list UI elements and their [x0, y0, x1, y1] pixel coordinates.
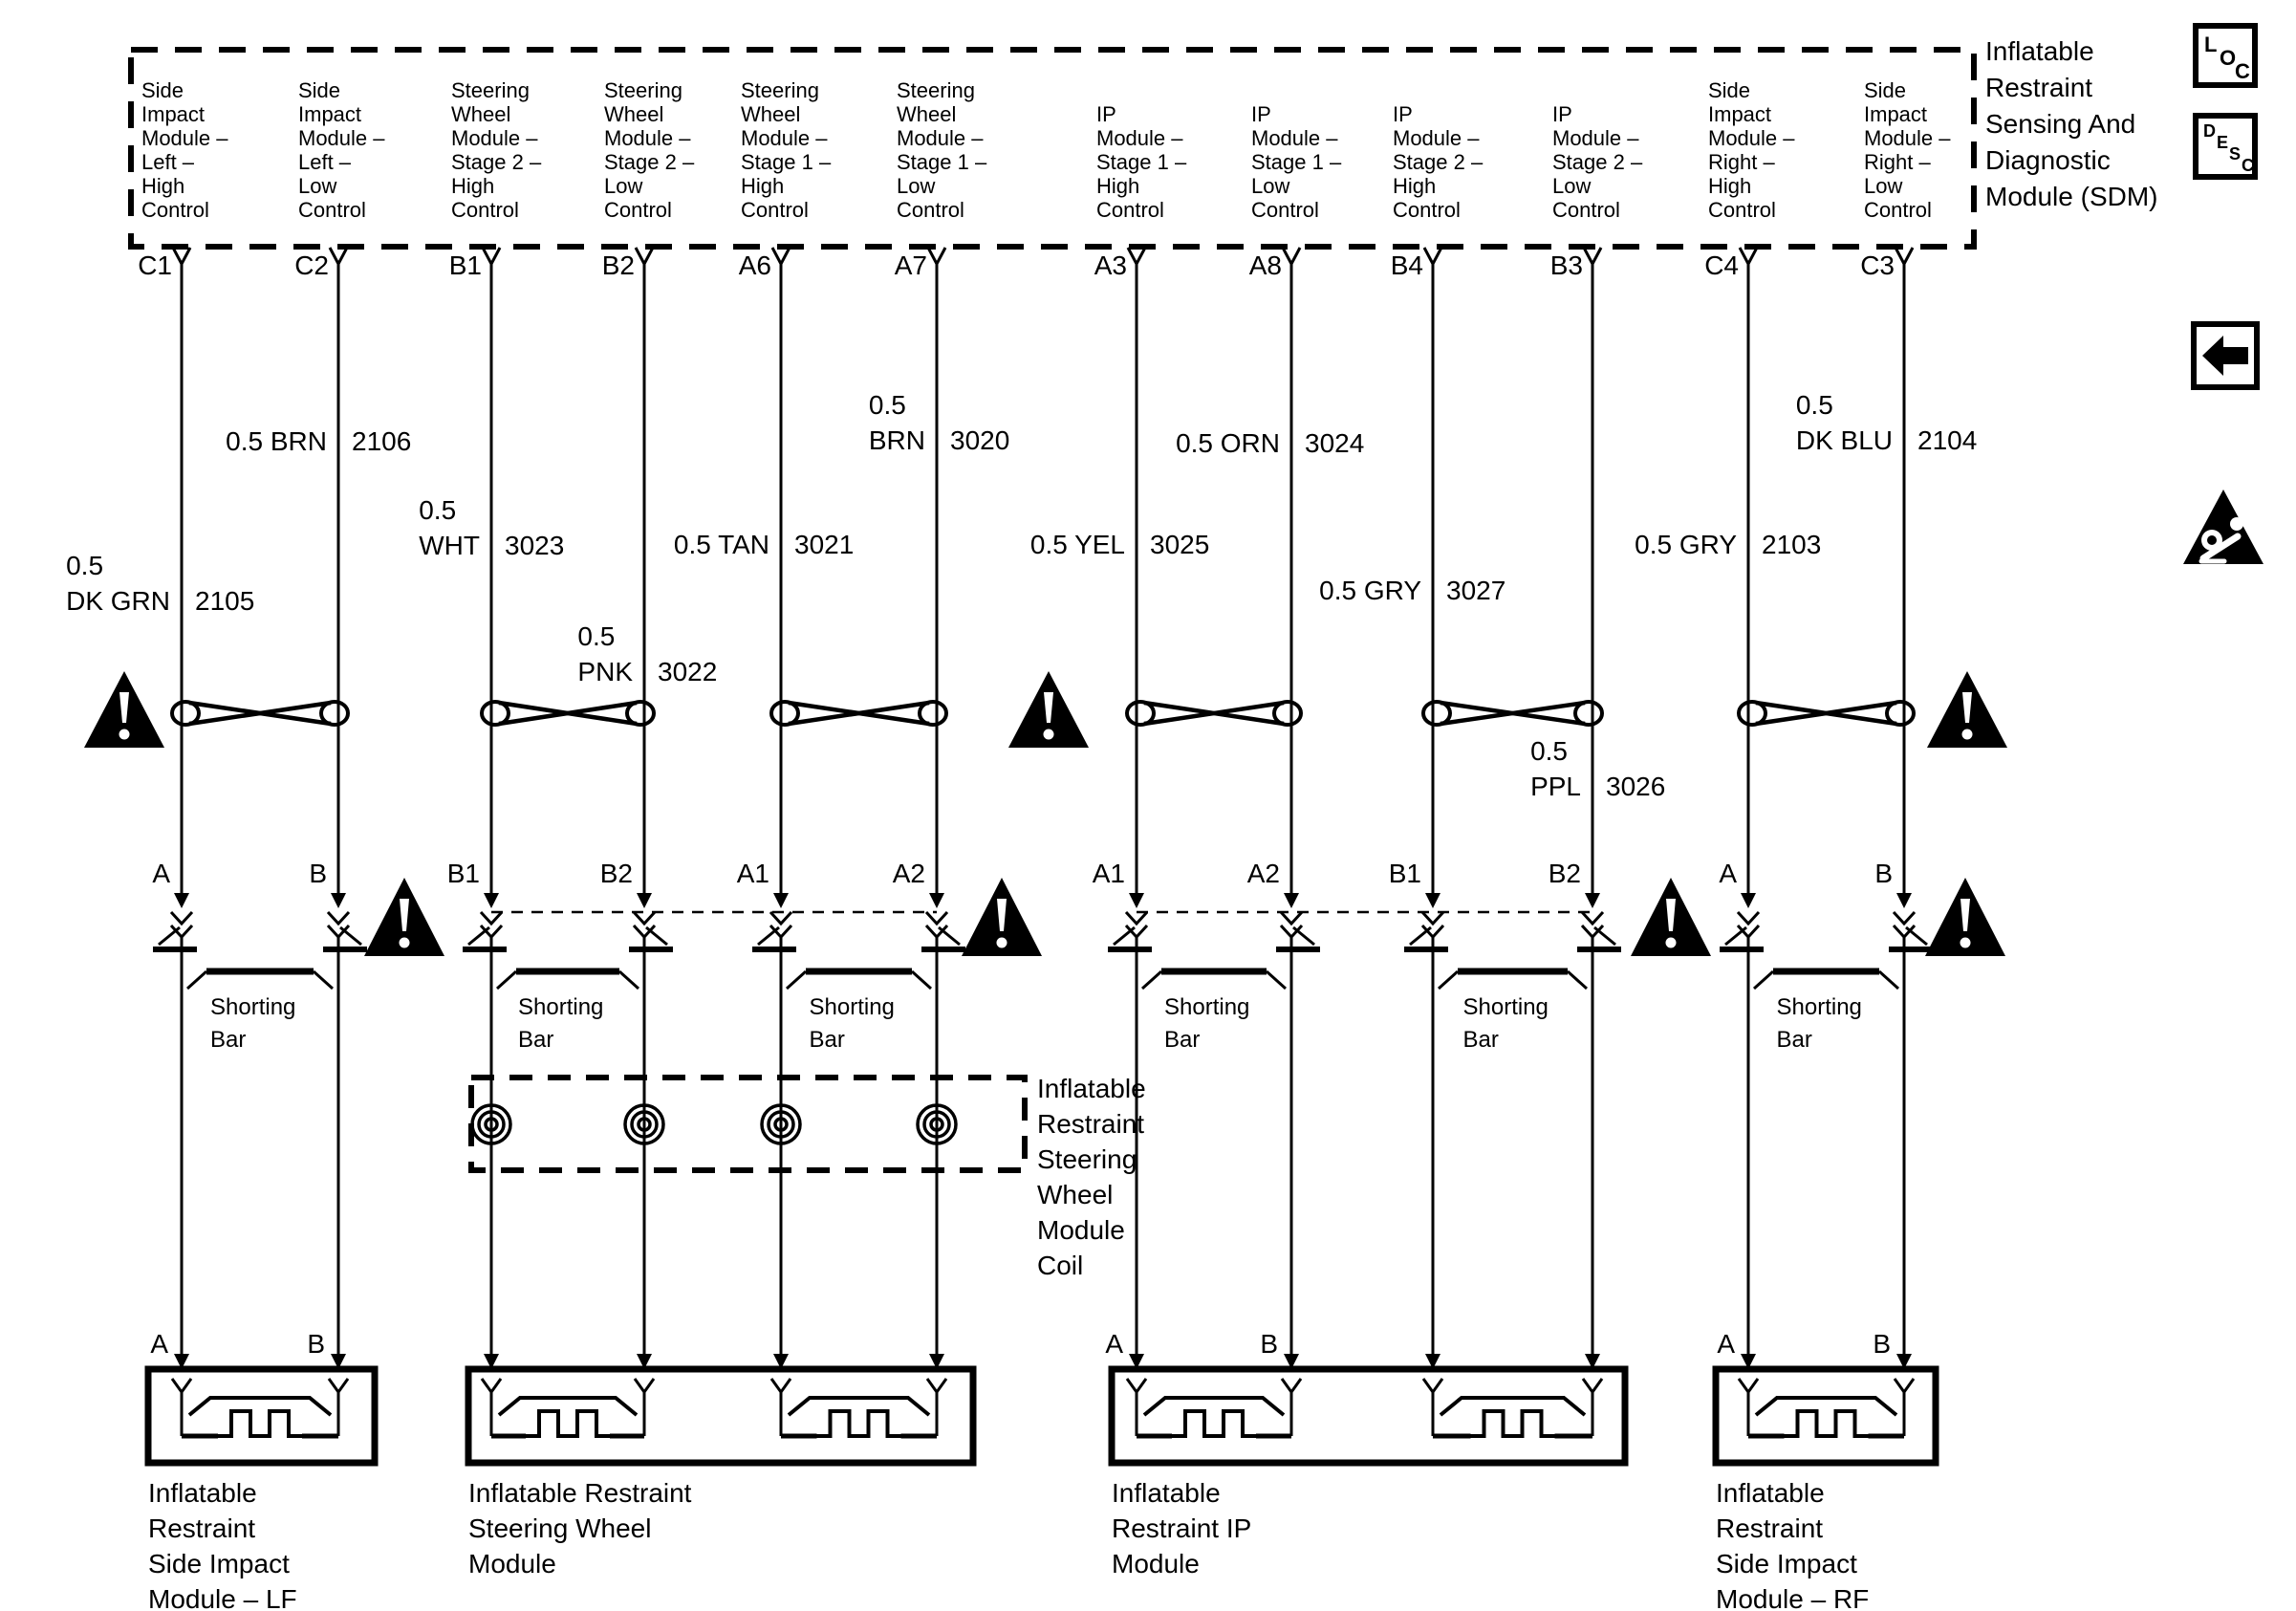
wire-C1	[171, 248, 192, 1369]
module-pin-label: A	[1105, 1329, 1123, 1359]
sdm-column-label: Module –	[451, 126, 538, 150]
inline-pin-label: B2	[599, 859, 633, 888]
shorting-bar-symbol	[752, 927, 965, 989]
squib-symbol	[172, 1379, 348, 1436]
squib-symbol	[1739, 1379, 1914, 1436]
module-box	[1112, 1369, 1625, 1463]
caution-triangle-icon	[1008, 671, 1089, 748]
sdm-column-label: IP	[1096, 102, 1116, 126]
sdm-pin-label: B2	[601, 250, 635, 280]
sdm-column-label: Control	[1708, 198, 1776, 222]
wire-color-label: 0.5 YEL	[1029, 530, 1125, 559]
sdm-column-label: Side	[1864, 78, 1907, 102]
sdm-column-label: Side	[298, 78, 341, 102]
sdm-column-label: Stage 2 –	[1393, 150, 1484, 174]
sdm-column-label: Control	[1552, 198, 1620, 222]
sdm-column-label: Steering	[897, 78, 975, 102]
sdm-column-label: Module –	[897, 126, 984, 150]
squib-symbol	[482, 1379, 654, 1436]
twisted-pair-symbol	[771, 702, 946, 725]
circuit-number-label: 3024	[1305, 428, 1365, 458]
shorting-bar-label: Shorting	[809, 994, 895, 1020]
wire-B3	[1582, 248, 1603, 1369]
sdm-column-label: Module –	[1708, 126, 1795, 150]
sdm-column-label: Low	[1552, 174, 1592, 198]
inline-pin-label: A1	[736, 859, 769, 888]
circuit-number-label: 2105	[195, 586, 255, 616]
shorting-bar-symbol	[153, 927, 367, 989]
sdm-column-label: Module –	[1251, 126, 1338, 150]
sdm-column-label: Steering	[741, 78, 819, 102]
circuit-number-label: 3026	[1606, 772, 1666, 801]
sdm-pin-label: A8	[1248, 250, 1282, 280]
sdm-column-label: Control	[741, 198, 809, 222]
shorting-bar-symbol	[1404, 927, 1621, 989]
sdm-pin-label: B3	[1549, 250, 1583, 280]
inline-pin-label: B1	[446, 859, 480, 888]
sdm-column-label: Low	[897, 174, 936, 198]
loc-letter: L	[2204, 33, 2218, 56]
wire-C3	[1894, 248, 1915, 1369]
sdm-column-label: Control	[604, 198, 672, 222]
coil-label-line: Module	[1037, 1215, 1125, 1245]
sdm-column-label: Module –	[1096, 126, 1183, 150]
wire-A6	[770, 248, 791, 1369]
sdm-pin-label: B4	[1390, 250, 1423, 280]
wire-color-label: PPL	[1530, 772, 1581, 801]
module-label-line: Inflatable	[1716, 1478, 1825, 1508]
circuit-number-label: 2106	[352, 426, 412, 456]
sdm-column-label: Low	[1864, 174, 1903, 198]
wire-color-label: WHT	[419, 531, 480, 560]
coil-label-line: Restraint	[1037, 1109, 1145, 1139]
wire-C2	[328, 248, 349, 1369]
coil-label-line: Steering	[1037, 1144, 1137, 1174]
sdm-column-label: IP	[1393, 102, 1413, 126]
wire-color-label: 0.5 GRY	[1319, 576, 1421, 605]
sdm-dashed-box	[131, 50, 1974, 247]
shorting-bar-label: Shorting	[1164, 994, 1250, 1020]
wire-size-label: 0.5	[868, 390, 906, 420]
sdm-column-label: Stage 2 –	[604, 150, 695, 174]
caution-triangle-icon	[364, 878, 444, 956]
module-label-line: Restraint	[148, 1513, 256, 1543]
twisted-pair-symbol	[482, 702, 654, 725]
sdm-column-label: Module –	[741, 126, 828, 150]
circuit-number-label: 3022	[658, 657, 718, 686]
inline-pin-label: A	[152, 859, 170, 888]
shorting-bar-label: Shorting	[518, 994, 604, 1020]
shorting-bar-symbol	[1720, 927, 1933, 989]
shorting-bar-label: Bar	[1164, 1027, 1201, 1053]
sdm-title-line: Restraint	[1985, 73, 2093, 102]
shorting-bar-label: Bar	[210, 1027, 247, 1053]
squib-symbol	[1423, 1379, 1602, 1436]
circuit-number-label: 2104	[1917, 425, 1978, 455]
wire-color-label: 0.5 BRN	[226, 426, 327, 456]
sdm-column-label: Wheel	[451, 102, 511, 126]
sdm-column-label: Right –	[1864, 150, 1931, 174]
sdm-title-line: Module (SDM)	[1985, 182, 2158, 211]
sdm-column-label: Control	[1096, 198, 1164, 222]
sdm-column-label: Module –	[604, 126, 691, 150]
desc-letter: C	[2242, 156, 2254, 175]
module-pin-label: B	[1260, 1329, 1278, 1359]
sdm-column-label: Control	[451, 198, 519, 222]
wire-size-label: 0.5	[1795, 390, 1833, 420]
wire-A7	[926, 248, 947, 1369]
twisted-pair-symbol	[1423, 702, 1602, 725]
sdm-column-label: Module –	[141, 126, 228, 150]
module-label-line: Inflatable	[1112, 1478, 1221, 1508]
module-label-line: Inflatable Restraint	[468, 1478, 692, 1508]
wire-size-label: 0.5	[419, 495, 457, 525]
module-label-line: Module	[1112, 1549, 1200, 1578]
circuit-number-label: 3021	[794, 530, 855, 559]
wire-color-label: PNK	[577, 657, 633, 686]
sdm-column-label: Right –	[1708, 150, 1775, 174]
sdm-column-label: Low	[604, 174, 643, 198]
left-arrow-icon	[2197, 327, 2254, 384]
sdm-column-label: Side	[141, 78, 184, 102]
caution-triangle-icon	[1925, 878, 2005, 956]
sdm-column-label: High	[451, 174, 495, 198]
sdm-column-label: Stage 2 –	[1552, 150, 1643, 174]
sdm-column-label: Module –	[1393, 126, 1480, 150]
sdm-column-label: Wheel	[604, 102, 664, 126]
wire-size-label: 0.5	[577, 621, 616, 651]
sdm-pin-label: A7	[894, 250, 927, 280]
module-label-line: Inflatable	[148, 1478, 257, 1508]
module-pin-label: A	[1717, 1329, 1735, 1359]
wire-color-label: DK GRN	[66, 586, 170, 616]
sdm-column-label: Module –	[298, 126, 385, 150]
circuit-number-label: 3023	[505, 531, 565, 560]
sdm-column-label: Stage 2 –	[451, 150, 542, 174]
module-label-line: Module – LF	[148, 1584, 297, 1611]
twisted-pair-symbol	[1739, 702, 1914, 725]
sdm-column-label: Control	[298, 198, 366, 222]
inline-pin-label: A	[1719, 859, 1737, 888]
sdm-column-label: Low	[1251, 174, 1290, 198]
sdm-column-label: Impact	[298, 102, 362, 126]
shorting-bar-symbol	[463, 927, 673, 989]
wire-color-label: 0.5 GRY	[1635, 530, 1737, 559]
wire-color-label: BRN	[868, 425, 925, 455]
sdm-column-label: Stage 1 –	[1096, 150, 1187, 174]
sir-caution-icon	[2182, 488, 2264, 570]
loc-letter: C	[2235, 59, 2250, 83]
shorting-bar-label: Shorting	[1462, 994, 1549, 1020]
sdm-column-label: Module –	[1864, 126, 1951, 150]
sdm-column-label: Wheel	[741, 102, 801, 126]
wire-size-label: 0.5	[1530, 736, 1568, 766]
sdm-column-label: Control	[1393, 198, 1461, 222]
module-label-line: Restraint IP	[1112, 1513, 1252, 1543]
wire-B4	[1422, 248, 1443, 1369]
inline-pin-label: B2	[1548, 859, 1581, 888]
caution-triangle-icon	[962, 878, 1042, 956]
sdm-column-label: Stage 1 –	[897, 150, 987, 174]
coil-label-line: Inflatable	[1037, 1074, 1146, 1103]
circuit-number-label: 3020	[950, 425, 1010, 455]
desc-letter: D	[2203, 121, 2216, 141]
caution-triangle-icon	[1631, 878, 1711, 956]
sdm-column-label: Left –	[298, 150, 352, 174]
sdm-column-label: Wheel	[897, 102, 957, 126]
desc-letter: E	[2217, 133, 2229, 152]
module-label-line: Side Impact	[148, 1549, 290, 1578]
inline-pin-label: B	[1874, 859, 1893, 888]
sdm-column-label: High	[141, 174, 185, 198]
sdm-pin-label: C4	[1704, 250, 1739, 280]
sdm-column-label: Side	[1708, 78, 1751, 102]
inline-pin-label: A2	[892, 859, 925, 888]
sdm-column-label: Steering	[604, 78, 682, 102]
coil-label-line: Coil	[1037, 1251, 1084, 1280]
shorting-bar-label: Shorting	[210, 994, 296, 1020]
module-box	[468, 1369, 973, 1463]
sdm-column-label: High	[1096, 174, 1140, 198]
shorting-bar-symbol	[1108, 927, 1320, 989]
sdm-title-line: Inflatable	[1985, 36, 2094, 66]
wire-color-label: DK BLU	[1795, 425, 1893, 455]
module-pin-label: B	[1873, 1329, 1891, 1359]
inline-pin-label: A1	[1092, 859, 1125, 888]
twisted-pair-symbol	[1127, 702, 1301, 725]
sdm-title-line: Diagnostic	[1985, 145, 2111, 175]
sdm-column-label: IP	[1251, 102, 1271, 126]
sdm-pin-label: A6	[738, 250, 771, 280]
module-label-line: Module – RF	[1716, 1584, 1870, 1611]
wire-color-label: 0.5 TAN	[673, 530, 769, 559]
wire-A8	[1281, 248, 1302, 1369]
circuit-number-label: 3027	[1446, 576, 1506, 605]
sdm-column-label: Low	[298, 174, 337, 198]
sdm-pin-label: C1	[138, 250, 172, 280]
sdm-pin-label: B1	[448, 250, 482, 280]
inline-pin-label: B	[309, 859, 327, 888]
circuit-number-label: 3025	[1150, 530, 1210, 559]
wire-C4	[1738, 248, 1759, 1369]
inline-pin-label: A2	[1246, 859, 1280, 888]
sdm-column-label: Impact	[1864, 102, 1928, 126]
squib-symbol	[771, 1379, 946, 1436]
sdm-column-label: Impact	[1708, 102, 1772, 126]
sdm-column-label: Control	[1251, 198, 1319, 222]
loc-letter: O	[2220, 46, 2237, 70]
sdm-column-label: IP	[1552, 102, 1572, 126]
sdm-pin-label: C3	[1860, 250, 1895, 280]
shorting-bar-label: Bar	[518, 1027, 554, 1053]
inline-pin-label: B1	[1388, 859, 1421, 888]
shorting-bar-label: Bar	[809, 1027, 845, 1053]
sdm-pin-label: C2	[294, 250, 329, 280]
module-label-line: Steering Wheel	[468, 1513, 652, 1543]
module-pin-label: A	[150, 1329, 168, 1359]
sdm-column-label: Stage 1 –	[1251, 150, 1342, 174]
shorting-bar-label: Bar	[1462, 1027, 1499, 1053]
sdm-column-label: Control	[1864, 198, 1932, 222]
coil-label-line: Wheel	[1037, 1180, 1114, 1209]
sdm-column-label: Module –	[1552, 126, 1639, 150]
sdm-column-label: Steering	[451, 78, 530, 102]
module-label-line: Module	[468, 1549, 556, 1578]
sdm-column-label: Impact	[141, 102, 206, 126]
circuit-number-label: 2103	[1762, 530, 1822, 559]
back-arrow-button[interactable]	[2191, 321, 2260, 390]
squib-symbol	[1127, 1379, 1301, 1436]
desc-letter: S	[2229, 144, 2242, 163]
sdm-column-label: Control	[141, 198, 209, 222]
wire-size-label: 0.5	[66, 551, 104, 580]
caution-triangle-icon	[84, 671, 164, 748]
sdm-column-label: High	[1393, 174, 1437, 198]
desc-button[interactable]	[2193, 113, 2258, 180]
shorting-bar-label: Shorting	[1776, 994, 1862, 1020]
module-pin-label: B	[307, 1329, 325, 1359]
loc-button[interactable]	[2193, 23, 2258, 88]
sdm-column-label: High	[741, 174, 785, 198]
module-label-line: Side Impact	[1716, 1549, 1857, 1578]
wire-A3	[1126, 248, 1147, 1369]
shorting-bar-label: Bar	[1776, 1027, 1812, 1053]
caution-triangle-icon	[1927, 671, 2007, 748]
wire-B1	[481, 248, 502, 1369]
sdm-column-label: Left –	[141, 150, 195, 174]
sdm-pin-label: A3	[1094, 250, 1127, 280]
sdm-column-label: High	[1708, 174, 1752, 198]
wire-B2	[634, 248, 655, 1369]
twisted-pair-symbol	[172, 702, 348, 725]
wire-color-label: 0.5 ORN	[1176, 428, 1280, 458]
sdm-title-line: Sensing And	[1985, 109, 2136, 139]
sdm-column-label: Control	[897, 198, 964, 222]
module-label-line: Restraint	[1716, 1513, 1824, 1543]
sdm-column-label: Stage 1 –	[741, 150, 832, 174]
